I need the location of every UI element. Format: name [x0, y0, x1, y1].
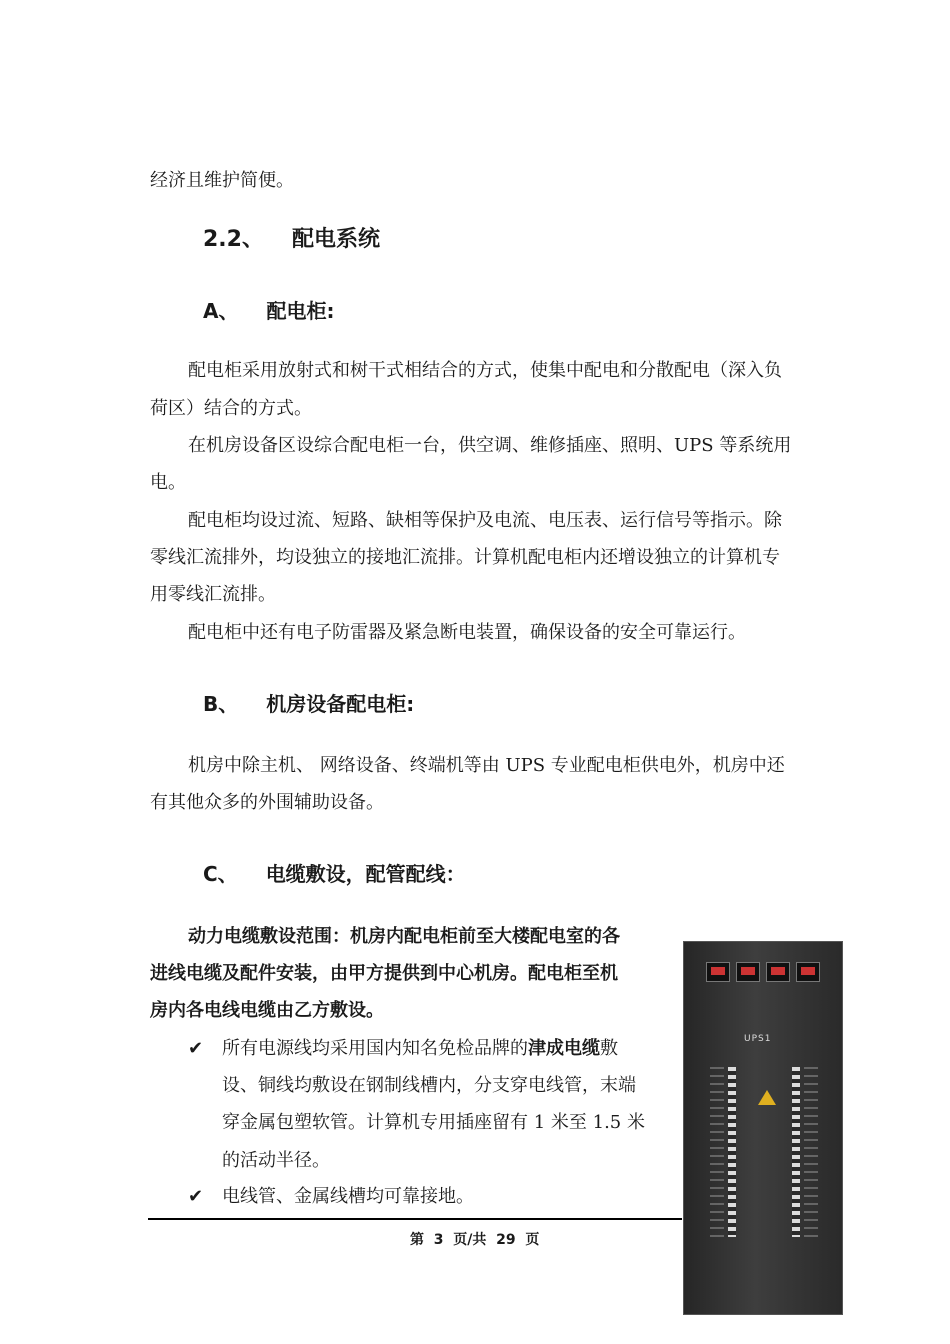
text-line: 的活动半径。	[222, 1150, 330, 1171]
bullet-bold-text: 津成电缆	[528, 1038, 600, 1059]
meter-icon	[766, 962, 790, 982]
subheading-number: B、	[203, 692, 239, 716]
check-icon: ✔	[188, 1038, 204, 1059]
warning-icon	[758, 1090, 776, 1105]
bullet-item: 电线管、金属线槽均可靠接地。	[222, 1186, 474, 1207]
subheading-number: C、	[203, 862, 238, 886]
subheading-title: 配电柜:	[266, 299, 335, 323]
subheading-title: 机房设备配电柜:	[266, 692, 415, 716]
breaker-column	[792, 1067, 800, 1237]
text-line: 配电柜中还有电子防雷器及紧急断电装置，确保设备的安全可靠运行。	[188, 622, 746, 643]
cabinet-label: UPS1	[744, 1034, 772, 1044]
text-line: 在机房设备区设综合配电柜一台，供空调、维修插座、照明、UPS 等系统用	[188, 435, 792, 456]
subheading-c	[203, 858, 466, 887]
text-line: 穿金属包塑软管。计算机专用插座留有 1 米至 1.5 米	[222, 1112, 645, 1133]
breaker-column	[728, 1067, 736, 1237]
text-line: 配电柜采用放射式和树干式相结合的方式，使集中配电和分散配电（深入负	[188, 360, 782, 381]
bullet-item	[222, 1038, 618, 1060]
text-line: 经济且维护简便。	[150, 170, 294, 191]
breaker-labels	[804, 1067, 818, 1237]
page-footer: 第 3 页/共 29 页	[410, 1232, 540, 1248]
text-line: 电。	[150, 472, 186, 493]
text-line: 用零线汇流排。	[150, 584, 276, 605]
meter-icon	[736, 962, 760, 982]
bullet-text: 所有电源线均采用国内知名免检品牌的	[222, 1038, 528, 1059]
section-title: 配电系统	[291, 227, 380, 252]
subheading-number: A、	[203, 299, 239, 323]
text-line: 动力电缆敷设范围：机房内配电柜前至大楼配电室的各	[188, 926, 620, 947]
check-icon: ✔	[188, 1186, 204, 1207]
breaker-labels	[710, 1067, 724, 1237]
meter-icon	[796, 962, 820, 982]
section-number: 2.2、	[203, 227, 264, 252]
subheading-a	[203, 295, 334, 324]
section-heading	[203, 222, 380, 253]
footer-rule	[148, 1218, 682, 1220]
text-line: 设、铜线均敷设在钢制线槽内，分支穿电线管，末端	[222, 1075, 636, 1096]
subheading-title: 电缆敷设，配管配线：	[265, 862, 466, 886]
ups-cabinet-image	[683, 941, 843, 1315]
text-line: 荷区）结合的方式。	[150, 398, 312, 419]
text-line: 零线汇流排外，均设独立的接地汇流排。计算机配电柜内还增设独立的计算机专	[150, 547, 780, 568]
text-line: 进线电缆及配件安装，由甲方提供到中心机房。配电柜至机	[150, 963, 618, 984]
text-line: 机房中除主机、 网络设备、终端机等由 UPS 专业配电柜供电外，机房中还	[188, 755, 785, 776]
bullet-text: 敷	[600, 1038, 618, 1059]
text-line: 配电柜均设过流、短路、缺相等保护及电流、电压表、运行信号等指示。除	[188, 510, 782, 531]
subheading-b	[203, 688, 414, 717]
meter-icon	[706, 962, 730, 982]
text-line: 房内各电线电缆由乙方敷设。	[150, 1000, 384, 1021]
text-line: 有其他众多的外围辅助设备。	[150, 792, 384, 813]
